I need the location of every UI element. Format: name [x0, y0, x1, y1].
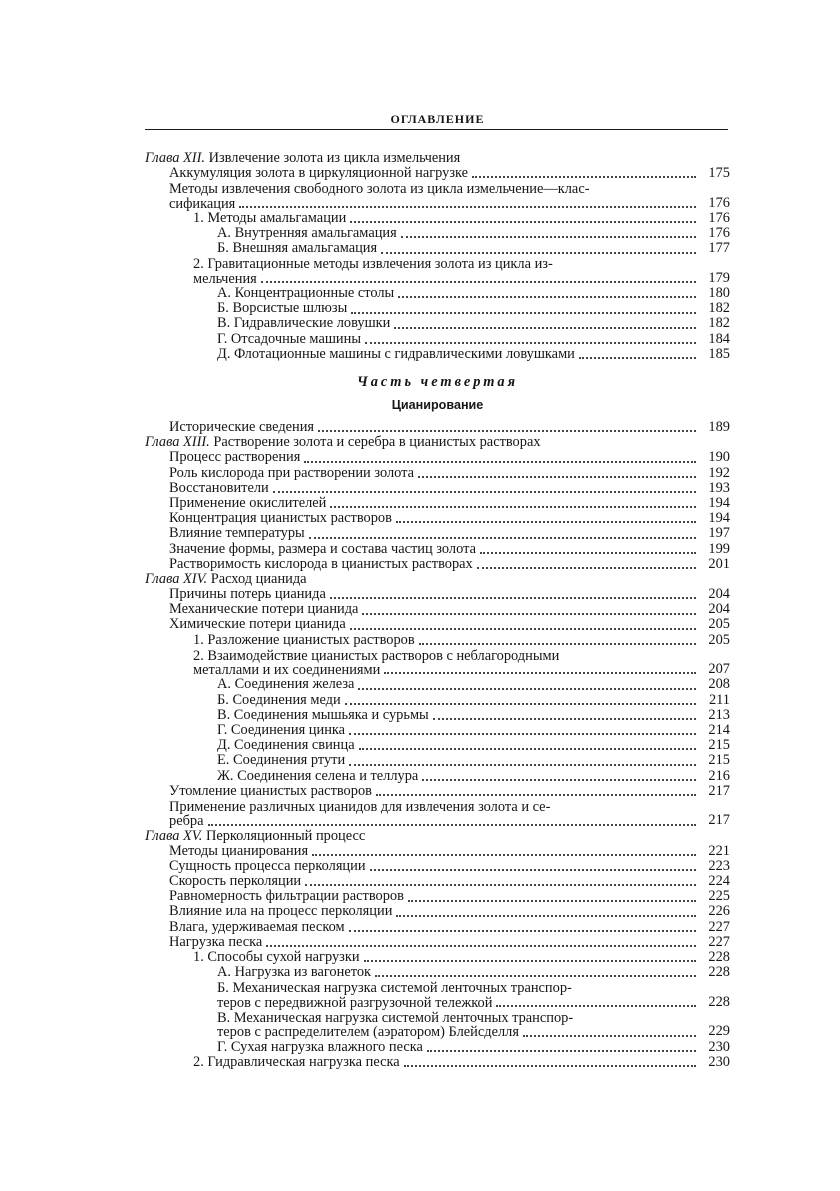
- toc-entry-row: [145, 241, 730, 256]
- toc-entry-row: [145, 889, 730, 904]
- dot-leader: [579, 357, 696, 359]
- entry-title: А. Соединения железа: [217, 677, 355, 693]
- toc-entry-row: [145, 677, 730, 692]
- entry-title-line2-wrap: [193, 663, 700, 677]
- page-number: 180: [708, 285, 730, 302]
- entry-title: [217, 1011, 700, 1040]
- dot-leader: [384, 672, 696, 674]
- entry-title-line1: Б. Механическая нагрузка системой ленточных транспор-: [217, 981, 572, 997]
- page-number: 184: [708, 330, 730, 347]
- dot-leader: [330, 506, 696, 508]
- dot-leader: [266, 945, 696, 947]
- page-number: 213: [708, 706, 730, 723]
- entry-title: Значение формы, размера и состава частиц золота: [169, 541, 476, 557]
- dot-leader: [365, 342, 696, 344]
- entry-title: Механические потери цианида: [169, 602, 359, 618]
- entry-title: Д. Флотационные машины с гидравлическими ловушками: [217, 346, 575, 362]
- chapter-label: Глава XIV.: [145, 571, 208, 587]
- entry-title: Применение окислителей: [169, 495, 327, 511]
- toc-entry-row: [145, 181, 730, 211]
- toc-entry-row: [145, 332, 730, 347]
- toc-entry-row: [145, 496, 730, 511]
- entry-title-line2-wrap: [193, 272, 700, 286]
- toc-entry-row: [145, 211, 730, 226]
- entry-title: Влага, удерживаемая песком: [169, 919, 345, 935]
- page-number: 215: [708, 752, 730, 769]
- entry-title-line2: теров с передвижной разгрузочной тележкой: [217, 994, 493, 1011]
- toc-entry-row: [145, 347, 730, 362]
- entry-title: В. Соединения мышьяка и сурьмы: [217, 707, 429, 723]
- toc-entry-row: [145, 481, 730, 496]
- entry-title: Г. Сухая нагрузка влажного песка: [217, 1039, 423, 1055]
- page-number: 211: [708, 691, 730, 708]
- entry-title-line1: Применение различных цианидов для извлечения золота и се-: [169, 799, 551, 815]
- entry-title: 1. Методы амальгамации: [193, 210, 347, 226]
- entry-title-line2: сификация: [169, 195, 236, 211]
- toc-entry-row: [145, 648, 730, 678]
- dot-leader: [433, 718, 696, 720]
- dot-leader: [419, 643, 696, 645]
- dot-leader: [345, 703, 696, 705]
- page-number: 217: [708, 782, 730, 799]
- toc-entry-row: [145, 784, 730, 799]
- page-number: 182: [708, 300, 730, 317]
- header-rule: [145, 129, 728, 130]
- entry-title-line1: 2. Гравитационные методы извлечения золота из цикла из-: [193, 257, 553, 273]
- page-number: 194: [708, 510, 730, 527]
- entry-title-line2: теров с распределителем (аэратором) Блейсделля: [217, 1024, 519, 1040]
- entry-title: Нагрузка песка: [169, 934, 263, 950]
- part-heading: Часть четвертая: [356, 374, 519, 391]
- dot-leader: [396, 915, 696, 917]
- page-number: 192: [708, 464, 730, 481]
- dot-leader: [358, 688, 696, 690]
- entry-title: 2. Гидравлическая нагрузка песка: [193, 1054, 400, 1070]
- toc-part-three-entries: [145, 151, 730, 362]
- dot-leader: [398, 296, 696, 298]
- toc-entry-row: [145, 859, 730, 874]
- entry-title: Химические потери цианида: [169, 617, 346, 633]
- toc-entry-row: [145, 466, 730, 481]
- toc-entry-row: [145, 557, 730, 572]
- chapter-label: Глава XIII.: [145, 435, 210, 451]
- entry-title: Е. Соединения ртути: [217, 753, 346, 769]
- toc-entry-row: [145, 950, 730, 965]
- entry-title: Д. Соединения свинца: [217, 738, 355, 754]
- entry-title: 1. Разложение цианистых растворов: [193, 632, 415, 648]
- entry-title-line2-wrap: [217, 1025, 700, 1039]
- entry-title: [193, 257, 700, 286]
- entry-title-line2: мельчения: [193, 270, 257, 287]
- toc-entry-row: [145, 618, 730, 633]
- entry-title-line2-wrap: [169, 814, 700, 828]
- entry-title: Исторические сведения: [169, 420, 315, 436]
- page-number: 193: [708, 479, 730, 496]
- entry-title-line2-wrap: [217, 996, 700, 1010]
- toc-chapter-row: [145, 435, 730, 450]
- entry-title: Сущность процесса перколяции: [169, 858, 366, 874]
- entry-title: [169, 800, 700, 829]
- entry-title: Методы цианирования: [169, 843, 309, 859]
- entry-title: Концентрация цианистых растворов: [169, 511, 392, 527]
- toc-entry-row: [145, 723, 730, 738]
- toc-entry-row: [145, 526, 730, 541]
- chapter-name: Перколяционный процесс: [202, 828, 366, 844]
- entry-title: Б. Соединения меди: [217, 692, 341, 708]
- dot-leader: [261, 281, 696, 283]
- toc-entry-row: [145, 844, 730, 859]
- page-number: 230: [708, 1038, 730, 1055]
- chapter-name: Растворение золота и серебра в цианистых растворах: [209, 435, 541, 451]
- entry-title: Процесс растворения: [169, 450, 301, 466]
- chapter-label: Глава XV.: [145, 828, 203, 844]
- page-number: 205: [708, 631, 730, 648]
- toc-entry-row: [145, 301, 730, 316]
- toc-entry-row: [145, 905, 730, 920]
- dot-leader: [480, 552, 696, 554]
- dot-leader: [351, 312, 696, 314]
- entry-title: А. Нагрузка из вагонеток: [217, 965, 372, 981]
- dot-leader: [318, 430, 696, 432]
- dot-leader: [408, 900, 696, 902]
- page-number: 175: [708, 165, 730, 182]
- page-number: 208: [708, 676, 730, 693]
- entry-title: [169, 182, 700, 211]
- toc-entry-row: [145, 257, 730, 287]
- chapter-title: [145, 151, 460, 166]
- page-number: 190: [708, 449, 730, 466]
- entry-title: Ж. Соединения селена и теллура: [217, 768, 419, 784]
- dot-leader: [350, 221, 696, 223]
- chapter-title: [145, 829, 365, 844]
- dot-leader: [422, 779, 696, 781]
- entry-title: Восстановители: [169, 480, 269, 496]
- entry-title: Утомление цианистых растворов: [169, 783, 372, 799]
- dot-leader: [375, 975, 696, 977]
- page-number: 176: [708, 225, 730, 242]
- toc-entry-row: [145, 769, 730, 784]
- toc-entry-row: [145, 935, 730, 950]
- dot-leader: [496, 1005, 696, 1007]
- dot-leader: [381, 252, 696, 254]
- page-number: 226: [708, 903, 730, 920]
- toc-chapter-row: [145, 151, 730, 166]
- entry-title: Причины потерь цианида: [169, 587, 326, 603]
- dot-leader: [362, 613, 696, 615]
- toc-entry-row: [145, 708, 730, 723]
- page-number: 227: [708, 918, 730, 935]
- dot-leader: [304, 461, 696, 463]
- page-number: 221: [708, 842, 730, 859]
- page-number: 217: [708, 812, 730, 829]
- chapter-label: Глава XII.: [145, 150, 205, 166]
- toc-entry-row: [145, 587, 730, 602]
- toc-entry-row: [145, 980, 730, 1010]
- page-number: 214: [708, 722, 730, 739]
- entry-title: А. Внутренняя амальгамация: [217, 226, 397, 242]
- table-of-contents: [145, 151, 730, 1070]
- toc-entry-row: [145, 420, 730, 435]
- page-number: 179: [708, 269, 730, 286]
- toc-entry-row: [145, 1010, 730, 1040]
- page-number: 182: [708, 315, 730, 332]
- dot-leader: [208, 824, 697, 826]
- toc-entry-row: [145, 286, 730, 301]
- dot-leader: [370, 869, 696, 871]
- page-number: 229: [708, 1023, 730, 1040]
- page-number: 176: [708, 194, 730, 211]
- page-title: ОГЛАВЛЕНИЕ: [390, 112, 485, 126]
- page-number: 225: [708, 888, 730, 905]
- page-number: 224: [708, 873, 730, 890]
- toc-part-four-entries: [145, 420, 730, 1070]
- entry-title: Б. Ворсистые шлюзы: [217, 301, 348, 317]
- toc-entry-row: [145, 738, 730, 753]
- dot-leader: [364, 960, 696, 962]
- page-number: 207: [708, 661, 730, 678]
- page-number: 216: [708, 767, 730, 784]
- entry-title: Влияние ила на процесс перколяции: [169, 904, 393, 920]
- page-number: 228: [708, 949, 730, 966]
- entry-title: Аккумуляция золота в циркуляционной нагрузке: [169, 166, 469, 182]
- entry-title: Скорость перколяции: [169, 874, 302, 890]
- chapter-name: Извлечение золота из цикла измельчения: [204, 150, 461, 166]
- entry-title: Роль кислорода при растворении золота: [169, 465, 415, 481]
- entry-title: Г. Отсадочные машины: [217, 331, 361, 347]
- dot-leader: [349, 930, 696, 932]
- entry-title-line2: металлами и их соединениями: [193, 662, 381, 678]
- page-number: 230: [708, 1053, 730, 1070]
- dot-leader: [427, 1050, 696, 1052]
- dot-leader: [477, 567, 696, 569]
- entry-title: Г. Соединения цинка: [217, 723, 346, 739]
- toc-entry-row: [145, 226, 730, 241]
- chapter-name: Расход цианида: [207, 571, 307, 587]
- page-number: 199: [708, 540, 730, 557]
- page-number: 194: [708, 494, 730, 511]
- page-number: 223: [708, 857, 730, 874]
- dot-leader: [396, 521, 696, 523]
- toc-chapter-row: [145, 572, 730, 587]
- entry-title: Влияние температуры: [169, 526, 305, 542]
- entry-title: Равномерность фильтрации растворов: [169, 889, 404, 905]
- entry-title: [217, 981, 700, 1010]
- entry-title: Растворимость кислорода в цианистых растворах: [169, 556, 473, 572]
- toc-entry-row: [145, 450, 730, 465]
- entry-title-line1: В. Механическая нагрузка системой ленточных транспор-: [217, 1010, 574, 1026]
- toc-entry-row: [145, 799, 730, 829]
- toc-entry-row: [145, 693, 730, 708]
- entry-title-line2-wrap: [169, 197, 700, 211]
- toc-entry-row: [145, 874, 730, 889]
- dot-leader: [523, 1035, 696, 1037]
- dot-leader: [394, 327, 696, 329]
- toc-chapter-row: [145, 829, 730, 844]
- entry-title-line2: ребра: [169, 813, 204, 829]
- dot-leader: [418, 476, 696, 478]
- page-number: 204: [708, 601, 730, 618]
- dot-leader: [349, 733, 696, 735]
- entry-title: Б. Внешняя амальгамация: [217, 241, 378, 257]
- chapter-title: [145, 435, 541, 450]
- toc-entry-row: [145, 920, 730, 935]
- dot-leader: [401, 236, 696, 238]
- page-number: 189: [708, 419, 730, 436]
- dot-leader: [359, 748, 696, 750]
- page-number: 197: [708, 525, 730, 542]
- page-number: 185: [708, 345, 730, 362]
- chapter-title: [145, 572, 307, 587]
- page-number: 176: [708, 209, 730, 226]
- toc-entry-row: [145, 511, 730, 526]
- page-number: 227: [708, 933, 730, 950]
- dot-leader: [350, 628, 696, 630]
- toc-entry-row: [145, 1040, 730, 1055]
- toc-entry-row: [145, 965, 730, 980]
- entry-title: 1. Способы сухой нагрузки: [193, 950, 360, 966]
- dot-leader: [239, 206, 696, 208]
- toc-entry-row: [145, 542, 730, 557]
- page-number: 204: [708, 586, 730, 603]
- entry-title: [193, 649, 700, 678]
- toc-entry-row: [145, 633, 730, 648]
- dot-leader: [472, 176, 696, 178]
- dot-leader: [376, 794, 696, 796]
- toc-entry-row: [145, 166, 730, 181]
- entry-title: В. Гидравлические ловушки: [217, 316, 391, 332]
- entry-title-line1: Методы извлечения свободного золота из цикла измельчение—клас-: [169, 182, 590, 198]
- page-number: 177: [708, 240, 730, 257]
- entry-title: А. Концентрационные столы: [217, 286, 395, 302]
- page-number: 215: [708, 737, 730, 754]
- toc-entry-row: [145, 753, 730, 768]
- toc-entry-row: [145, 317, 730, 332]
- dot-leader: [349, 764, 696, 766]
- entry-title-line1: 2. Взаимодействие цианистых растворов с неблагородными: [193, 648, 560, 664]
- dot-leader: [404, 1065, 696, 1067]
- toc-entry-row: [145, 602, 730, 617]
- dot-leader: [309, 537, 696, 539]
- page-number: 228: [708, 993, 730, 1010]
- section-heading: Цианирование: [391, 398, 484, 413]
- dot-leader: [305, 884, 696, 886]
- page-number: 201: [708, 555, 730, 572]
- dot-leader: [330, 597, 696, 599]
- dot-leader: [312, 854, 696, 856]
- page-number: 205: [708, 616, 730, 633]
- toc-entry-row: [145, 1055, 730, 1070]
- page-number: 228: [708, 964, 730, 981]
- dot-leader: [273, 491, 696, 493]
